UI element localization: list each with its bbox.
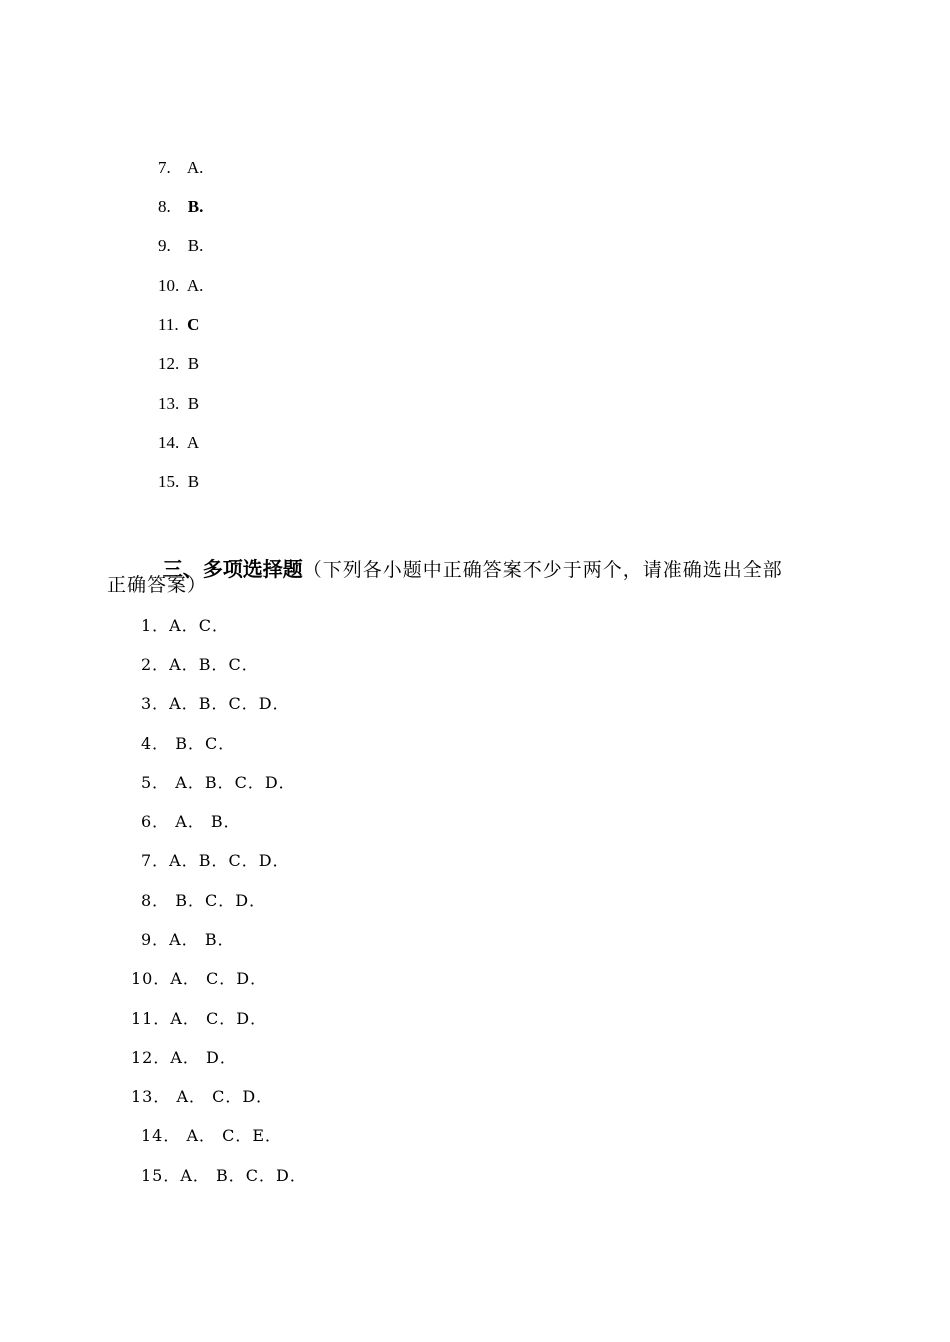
answer-value: A xyxy=(186,433,200,452)
section-heading xyxy=(150,530,783,583)
answer-item: 3．A．B．C．D． xyxy=(141,694,290,713)
answer-item: 12．A． D． xyxy=(131,1048,237,1067)
answer-number: 10. xyxy=(158,276,180,295)
answer-item xyxy=(141,452,199,512)
answer-number: 9. xyxy=(158,236,171,255)
answer-item: 2．A．B．C． xyxy=(141,655,259,674)
answer-value: A. xyxy=(186,158,204,177)
answer-item: 8． B．C．D． xyxy=(141,891,267,910)
answer-item: 15．A． B．C．D． xyxy=(141,1166,307,1185)
answer-value: C xyxy=(187,315,200,334)
answer-number: 13. xyxy=(158,394,180,413)
answer-value: B xyxy=(187,354,200,373)
answer-number: 15. xyxy=(158,472,180,491)
section-note: （下列各小题中正确答案不少于两个，请准确选出全部 xyxy=(302,559,783,581)
answer-item: 9．A． B． xyxy=(141,930,235,949)
answer-value: B xyxy=(187,472,200,491)
answer-item: 7．A．B．C．D． xyxy=(141,851,290,870)
section-note-continued: 正确答案） xyxy=(107,574,208,596)
answer-number: 12. xyxy=(158,354,180,373)
answer-item: 4． B．C． xyxy=(141,734,236,753)
answer-number: 14. xyxy=(158,433,180,452)
section-title: 三、多项选择题 xyxy=(162,557,303,581)
answer-item: 5． A．B．C．D． xyxy=(141,773,296,792)
answer-value: B. xyxy=(187,197,204,216)
answer-item: 13． A． C．D． xyxy=(131,1087,274,1106)
answer-value: B. xyxy=(187,236,204,255)
answer-item: 14． A． C．E． xyxy=(141,1126,283,1145)
answer-number: 8. xyxy=(158,197,171,216)
answer-number: 11. xyxy=(158,315,179,334)
answer-item: 6． A． B． xyxy=(141,812,241,831)
answer-item: 1．A．C． xyxy=(141,616,229,635)
answer-value: A. xyxy=(186,276,204,295)
answer-value: B xyxy=(187,394,200,413)
answer-number: 7. xyxy=(158,158,171,177)
answer-item: 10．A． C．D． xyxy=(131,969,268,988)
answer-item: 11．A． C．D． xyxy=(131,1009,268,1028)
